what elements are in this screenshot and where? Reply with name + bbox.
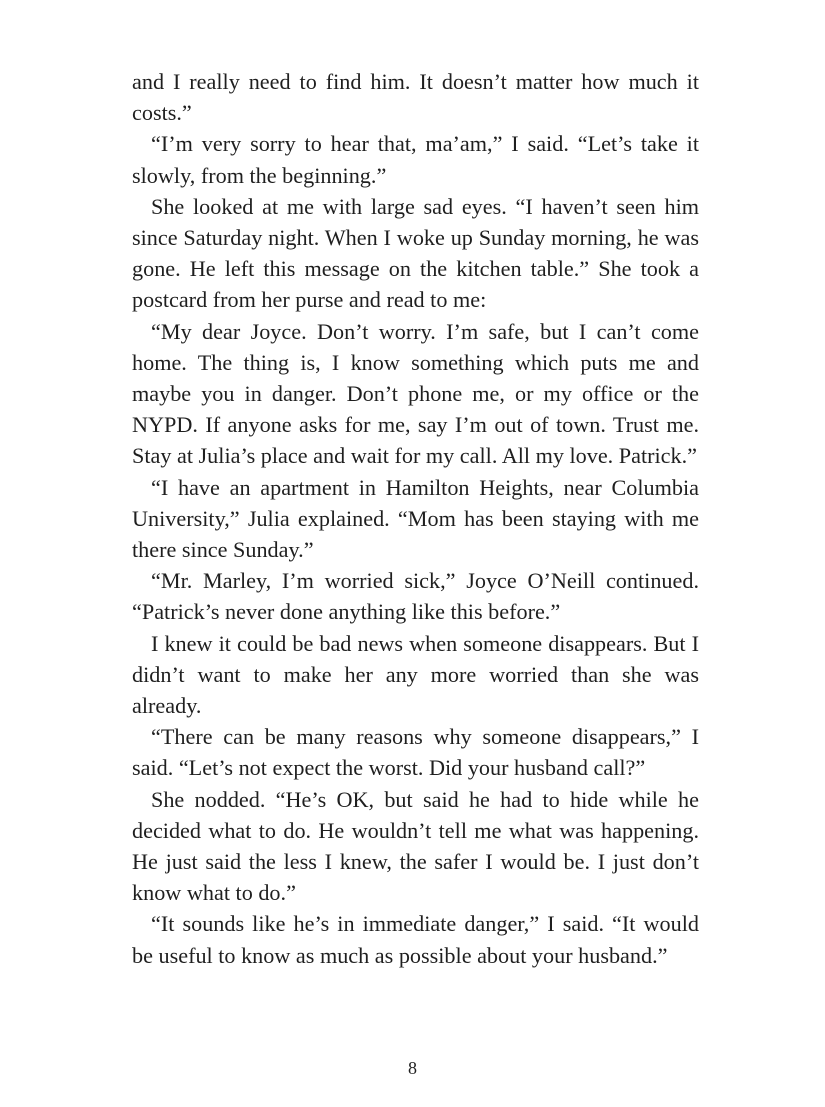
paragraph: She looked at me with large sad eyes. “I haven’t seen him since Saturday night. When I woke up Sunday morning, he was gone. He left this message on the kitchen table.” She took a postcard from her purse and read to me: — [132, 193, 699, 313]
paragraph: “Mr. Marley, I’m worried sick,” Joyce O’Neill continued. “Patrick’s never done anything like this before.” — [132, 568, 699, 625]
body-text — [132, 66, 699, 971]
paragraph: I knew it could be bad news when someone disappears. But I didn’t want to make her any more worried than she was already. — [132, 630, 699, 719]
paragraph: She nodded. “He’s OK, but said he had to hide while he decided what to do. He wouldn’t tell me what was happening. He just said the less I knew, the safer I would be. I just don’t know what to do.” — [132, 786, 699, 906]
paragraph: “I’m very sorry to hear that, ma’am,” I said. “Let’s take it slowly, from the beginning.” — [132, 131, 699, 188]
paragraph-continuation: and I really need to find him. It doesn’t matter how much it costs.” — [132, 69, 699, 126]
paragraph: “There can be many reasons why someone disappears,” I said. “Let’s not expect the worst. Did your husband call?” — [132, 724, 699, 781]
paragraph: “It sounds like he’s in immediate danger,” I said. “It would be useful to know as much as possible about your husband.” — [132, 911, 699, 968]
paragraph: “I have an apartment in Hamilton Heights, near Columbia University,” Julia explained. “Mom has been staying with me there since Sunday.” — [132, 474, 699, 563]
paragraph: “My dear Joyce. Don’t worry. I’m safe, but I can’t come home. The thing is, I know something which puts me and maybe you in danger. Don’t phone me, or my office or the NYPD. If anyone asks for me, say I’m out of town. Trust me. Stay at Julia’s place and wait for my call. All my love. Patrick.” — [132, 318, 699, 469]
page-number: 8 — [408, 1058, 417, 1078]
